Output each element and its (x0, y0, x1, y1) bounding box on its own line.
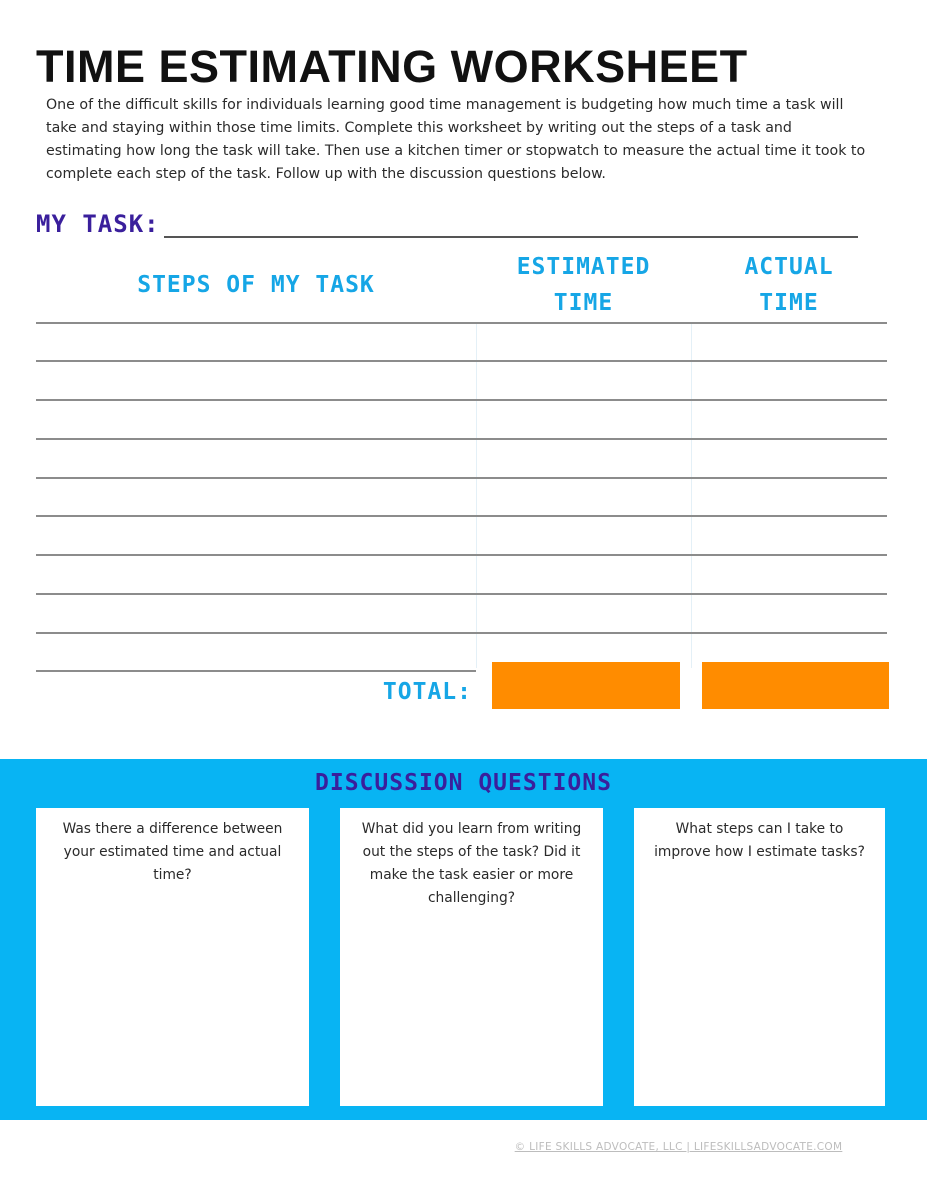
table-row-line[interactable] (36, 438, 887, 440)
question-box-2[interactable] (340, 808, 603, 1106)
table-row-line[interactable] (36, 554, 887, 556)
steps-header-text: STEPS OF MY TASK (137, 272, 375, 298)
question-box-1[interactable] (36, 808, 309, 1106)
actual-header-line1: ACTUAL (744, 254, 834, 280)
my-task-label: MY TASK: (36, 210, 160, 238)
column-divider-actual (691, 323, 692, 668)
question-1-text: Was there a difference between your estimated time and actual time? (62, 821, 283, 883)
question-box-3[interactable] (634, 808, 885, 1106)
table-row-line[interactable] (36, 670, 476, 672)
table-row-line[interactable] (36, 399, 887, 401)
discussion-section (0, 759, 927, 1120)
table-row-line[interactable] (36, 477, 887, 479)
my-task-input-line[interactable] (164, 236, 858, 238)
question-2-text: What did you learn from writing out the steps of the task? Did it make the task easier or more challenging? (361, 821, 582, 906)
footer-credit[interactable] (0, 1141, 927, 1153)
column-divider-estimated (476, 323, 477, 668)
intro-paragraph: One of the difficult skills for individuals learning good time management is budgeting how much time a task will take and staying within those time limits. Complete this worksheet by writing out the steps of a task and estimating how long the task will take. Then use a kitchen timer or stopwatch to measure the actual time it took to complete each step of the task. Follow up with the discussion questions below. (46, 97, 866, 182)
discussion-title: DISCUSSION QUESTIONS (315, 770, 612, 796)
table-row-line[interactable] (36, 322, 887, 324)
estimated-header-line1: ESTIMATED (516, 254, 651, 280)
steps-column-header (36, 267, 476, 303)
actual-header-line2: TIME (759, 290, 819, 316)
estimated-header-line2: TIME (553, 290, 614, 316)
table-row-line[interactable] (36, 632, 887, 634)
total-actual-field[interactable] (702, 662, 889, 709)
actual-time-column-header (691, 249, 887, 321)
estimated-time-column-header (476, 249, 691, 321)
question-3-text: What steps can I take to improve how I estimate tasks? (654, 821, 865, 860)
table-row-line[interactable] (36, 360, 887, 362)
total-estimated-field[interactable] (492, 662, 680, 709)
table-row-line[interactable] (36, 593, 887, 595)
page-title: TIME ESTIMATING WORKSHEET (36, 41, 748, 92)
total-label: TOTAL: (382, 679, 472, 705)
footer-credit-text[interactable]: © LIFE SKILLS ADVOCATE, LLC | LIFESKILLSADVOCATE.COM (514, 1141, 843, 1153)
table-row-line[interactable] (36, 515, 887, 517)
